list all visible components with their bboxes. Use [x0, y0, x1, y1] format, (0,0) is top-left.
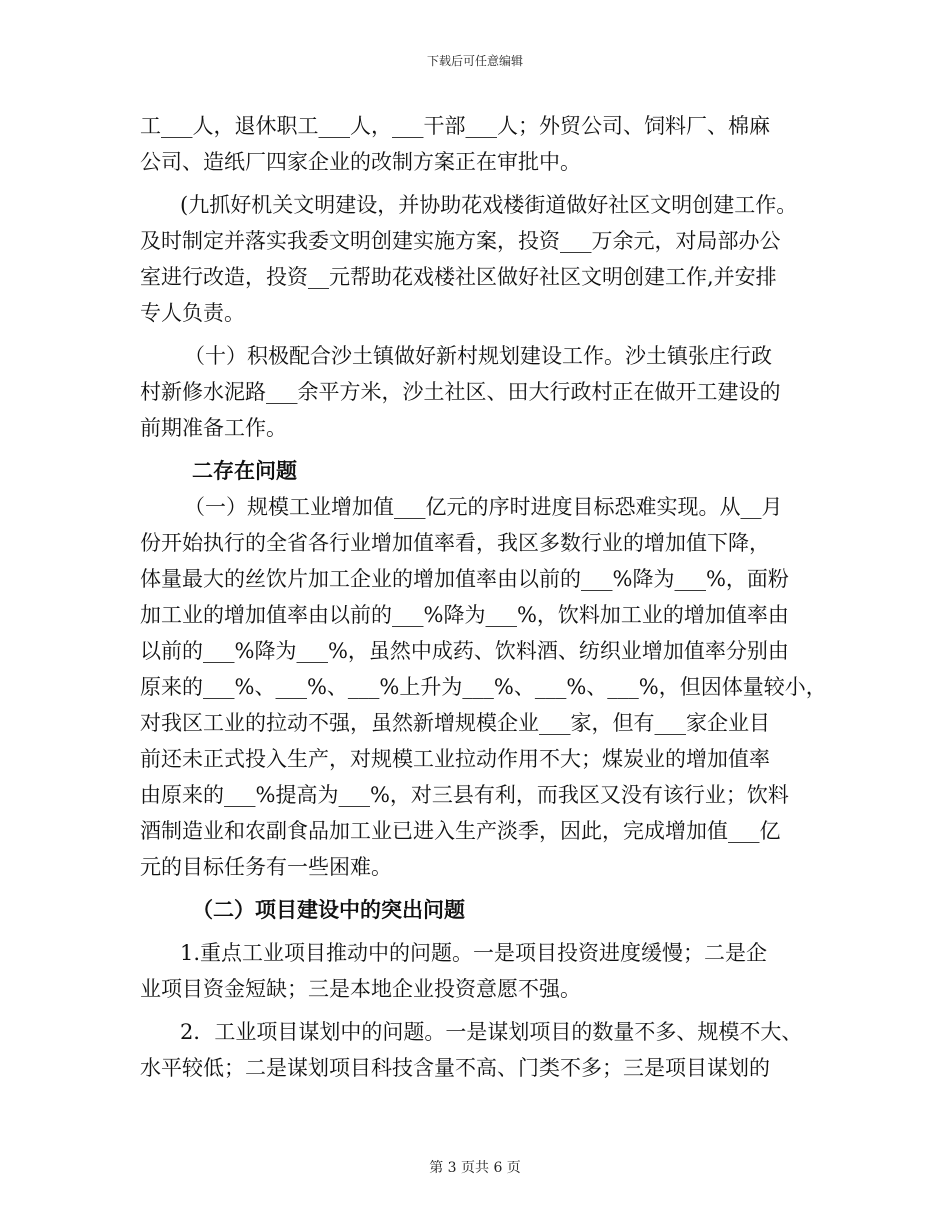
page-header: 下载后可任意编辑: [426, 54, 523, 68]
subsection-heading: （二）项目建设中的突出问题: [192, 897, 465, 922]
text-line: 公司、造纸厂四家企业的改制方案正在审批中。: [140, 150, 581, 174]
text-line: 体量最大的丝饮片加工企业的增加值率由以前的___%降为___%，面粉: [140, 567, 789, 591]
text-line: （一）规模工业增加值___亿元的序时进度目标恐难实现。从__月: [184, 495, 783, 519]
text-line: 由原来的___%提高为___%，对三县有利，而我区又没有该行业；饮料: [140, 783, 789, 807]
text-line: 水平较低；二是谋划项目科技含量不高、门类不多；三是项目谋划的: [140, 1056, 770, 1080]
text-line: 业项目资金短缺；三是本地企业投资意愿不强。: [140, 977, 581, 1001]
text-line: （十）积极配合沙土镇做好新村规划建设工作。沙土镇张庄行政: [184, 344, 772, 368]
text-line: 对我区工业的拉动不强，虽然新增规模企业___家，但有___家企业目: [140, 711, 770, 735]
document-body: [140, 108, 830, 1086]
text-line: 村新修水泥路___余平方米，沙土社区、田大行政村正在做开工建设的: [140, 380, 781, 404]
text-line: 2．工业项目谋划中的问题。一是谋划项目的数量不多、规模不大、: [180, 1020, 803, 1044]
text-line: (九抓好机关文明建设，并协助花戏楼街道做好社区文明创建工作。: [180, 193, 798, 217]
text-line: 份开始执行的全省各行业增加值率看，我区多数行业的增加值下降，: [140, 531, 770, 555]
text-line: 原来的___%、___%、___%上升为___%、___%、___%，但因体量较小，: [140, 675, 827, 699]
text-line: 前还未正式投入生产，对规模工业拉动作用不大；煤炭业的增加值率: [140, 747, 770, 771]
text-line: 及时制定并落实我委文明创建实施方案，投资___万余元，对局部办公: [140, 229, 781, 253]
text-line: 加工业的增加值率由以前的___%降为___%，饮料加工业的增加值率由: [140, 603, 789, 627]
text-line: 元的目标任务有一些困难。: [140, 855, 392, 879]
text-line: 酒制造业和农副食品加工业已进入生产淡季，因此，完成增加值___亿: [140, 819, 781, 843]
text-line: 以前的___%降为___%，虽然中成药、饮料酒、纺织业增加值率分别由: [140, 639, 789, 663]
text-line: 前期准备工作。: [140, 416, 287, 440]
page-number: 第 3 页共 6 页: [429, 1160, 521, 1176]
text-line: 室进行改造，投资__元帮助花戏楼社区做好社区文明创建工作,并安排: [140, 265, 777, 289]
text-line: 工___人，退休职工___人，___干部___人；外贸公司、饲料厂、棉麻: [140, 114, 770, 138]
text-line: 专人负责。: [140, 301, 245, 325]
section-heading: 二存在问题: [192, 458, 297, 483]
text-line: 1.重点工业项目推动中的问题。一是项目投资进度缓慢；二是企: [180, 941, 768, 965]
